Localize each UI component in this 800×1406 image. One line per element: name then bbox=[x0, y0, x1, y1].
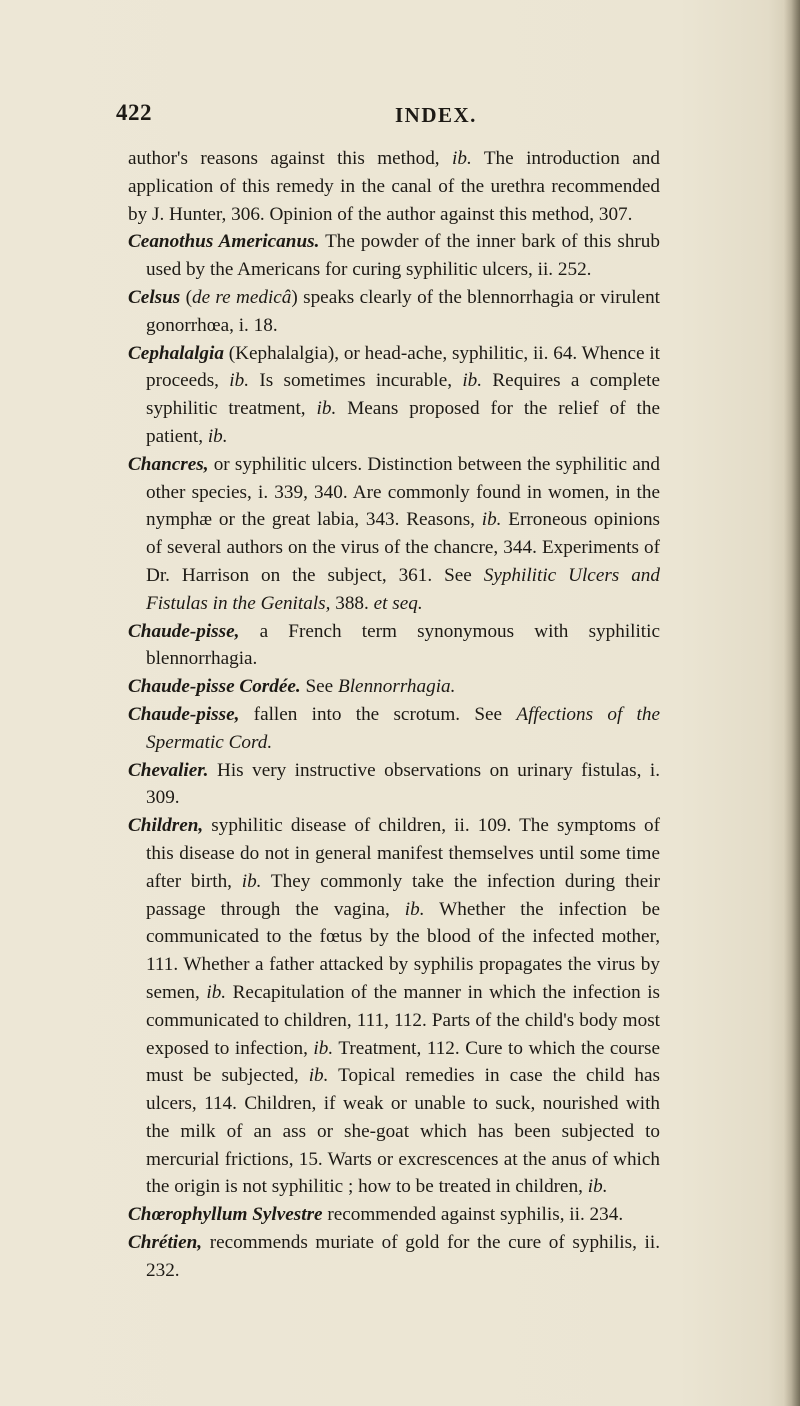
index-term: Chancres, bbox=[128, 453, 209, 475]
index-term: Children, bbox=[128, 815, 204, 837]
italic-reference: Affections of the Spermatic Cord. bbox=[146, 703, 660, 753]
index-term: Chaude-pisse, bbox=[128, 703, 240, 725]
italic-reference: ib. bbox=[207, 425, 228, 447]
index-term: Chœrophyllum Sylvestre bbox=[128, 1204, 323, 1226]
entry-text: Recapitulation of the manner in which the infection is communicated to children, 111, 112. Parts of the child's body most exposed to infection, bbox=[146, 981, 660, 1059]
index-term: Ceanothus Americanus. bbox=[128, 231, 320, 253]
page-header bbox=[0, 100, 800, 140]
index-entry bbox=[128, 618, 660, 674]
italic-reference: de re medicâ bbox=[191, 286, 292, 308]
index-entry bbox=[128, 340, 660, 451]
entry-text: syphilitic disease of children, ii. 109. The symptoms of this disease do not in general manifest themselves until some time after birth, bbox=[146, 815, 660, 892]
italic-reference: ib. bbox=[229, 370, 250, 392]
entry-text: fallen into the scrotum. See bbox=[239, 703, 517, 725]
italic-reference: ib. bbox=[313, 1037, 334, 1059]
entry-text: They commonly take the infection during their passage through the vagina, bbox=[146, 870, 660, 920]
entry-text: Whether the infection be communicated to the fœtus by the blood of the infected mother, 111. Whether a father attacked by syphilis propagates the virus by semen, bbox=[146, 898, 660, 1003]
italic-reference: et seq. bbox=[373, 592, 423, 614]
page-edge-shadow bbox=[784, 0, 800, 1406]
entry-text: 388. bbox=[330, 592, 374, 614]
entry-text: His very instructive observations on urinary fistulas, i. 309. bbox=[146, 759, 660, 809]
index-entry bbox=[128, 673, 660, 701]
entry-text: The introduction and application of this remedy in the canal of the urethra recommended by J. Hunter, 306. Opinion of the author against this method, 307. bbox=[128, 148, 660, 225]
entry-text: ( bbox=[180, 286, 192, 308]
italic-reference: ib. bbox=[481, 509, 502, 531]
entry-text: author's reasons against this method, bbox=[128, 148, 453, 169]
italic-reference: ib. bbox=[404, 898, 425, 920]
index-body bbox=[128, 145, 660, 1285]
italic-reference: ib. bbox=[316, 398, 337, 420]
entry-text: See bbox=[300, 676, 338, 698]
index-term: Chevalier. bbox=[128, 759, 209, 781]
entry-text: recommends muriate of gold for the cure of syphilis, ii. 232. bbox=[146, 1232, 660, 1281]
page-number: 422 bbox=[116, 100, 152, 125]
italic-reference: Blennorrhagia. bbox=[338, 676, 456, 698]
italic-reference: ib. bbox=[241, 870, 262, 892]
italic-reference: ib. bbox=[206, 981, 227, 1003]
entry-text: Topical remedies in case the child has ulcers, 114. Children, if weak or unable to suck, nourished with the milk of an ass or she-goat which has been subjected to mercurial frictions, 15. Warts or excrescences at the anus of which the origin is not syphilitic ; how to be treated in children, bbox=[146, 1065, 661, 1198]
index-entry bbox=[128, 1229, 660, 1285]
entry-text: recommended against syphilis, ii. 234. bbox=[322, 1204, 624, 1226]
index-term: Chaude-pisse, bbox=[128, 620, 240, 642]
entry-text: The powder of the inner bark of this shrub used by the Americans for curing syphilitic ulcers, ii. 252. bbox=[146, 231, 660, 281]
entry-text: or syphilitic ulcers. Distinction between the syphilitic and other species, i. 339, 340. Are commonly found in women, in the nymphæ or the great labia, 343. Reasons, bbox=[146, 453, 660, 531]
entry-text: Erroneous opinions of several authors on the virus of the chancre, 344. Experiments of Dr. Harrison on the subject, 361. See bbox=[146, 509, 660, 586]
index-term: Chaude-pisse Cordée. bbox=[128, 676, 301, 698]
index-term: Celsus bbox=[128, 286, 181, 308]
entry-text: (Kephalalgia), or head-ache, syphilitic, ii. 64. Whence it proceeds, bbox=[146, 342, 660, 392]
entry-text: ) speaks clearly of the blennorrhagia or virulent gonorrhœa, i. 18. bbox=[146, 286, 660, 336]
entry-text: a French term synonymous with syphilitic blennorrhagia. bbox=[146, 620, 660, 670]
italic-reference: ib. bbox=[587, 1176, 608, 1198]
index-entry bbox=[128, 284, 660, 340]
index-entry bbox=[128, 451, 660, 618]
index-entry bbox=[128, 1201, 660, 1229]
italic-reference: ib. bbox=[308, 1065, 329, 1087]
index-entry bbox=[128, 228, 660, 284]
entry-text: Means proposed for the relief of the patient, bbox=[146, 398, 660, 447]
index-term: Cephalalgia bbox=[128, 342, 224, 364]
index-entry bbox=[128, 145, 660, 228]
index-term: Chrétien, bbox=[128, 1232, 203, 1254]
italic-reference: ib. bbox=[462, 370, 483, 392]
running-head: INDEX. bbox=[395, 103, 477, 127]
entry-text: Treatment, 112. Cure to which the course must be subjected, bbox=[146, 1037, 660, 1087]
index-entry bbox=[128, 812, 660, 1201]
entry-text: Is sometimes incurable, bbox=[249, 370, 463, 392]
italic-reference: Syphilitic Ulcers and Fistulas in the Genitals, bbox=[146, 564, 660, 614]
italic-reference: ib. bbox=[452, 148, 472, 169]
index-entry bbox=[128, 701, 660, 757]
entry-text: Requires a complete syphilitic treatment, bbox=[146, 370, 661, 420]
index-entry bbox=[128, 757, 660, 813]
